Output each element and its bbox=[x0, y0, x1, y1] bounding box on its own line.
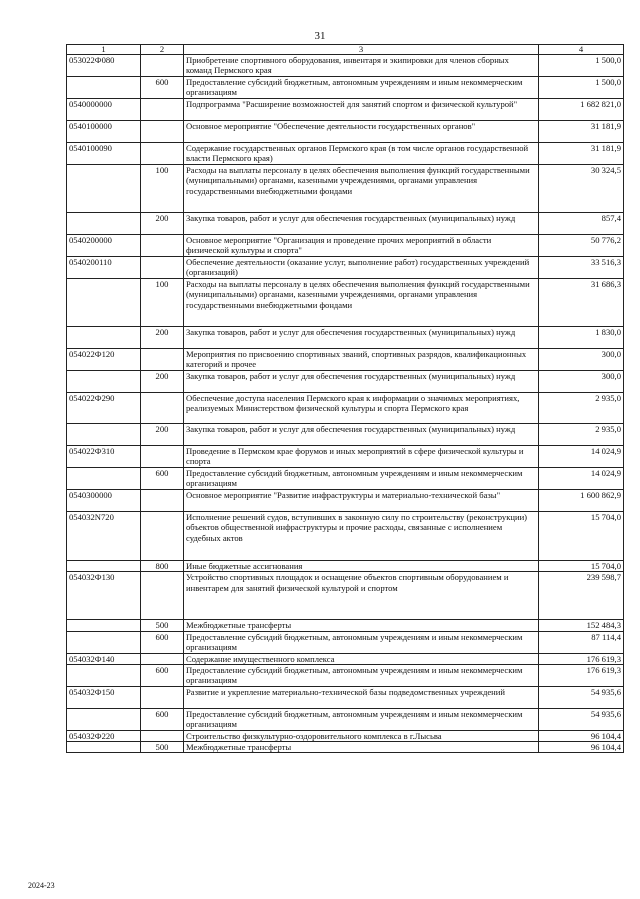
amount-cell: 176 619,3 bbox=[539, 653, 624, 664]
expense-type-cell bbox=[141, 730, 184, 741]
expense-type-cell bbox=[141, 143, 184, 165]
budget-code-cell: 0540200000 bbox=[67, 235, 141, 257]
item-name-cell: Обеспечение доступа населения Пермского края к информации о значимых мероприятиях, реализуемых Министерством физической культуры и спорта Пермского края bbox=[184, 393, 539, 424]
budget-code-cell bbox=[67, 561, 141, 572]
table-row bbox=[67, 631, 624, 653]
table-row bbox=[67, 620, 624, 631]
table-row bbox=[67, 653, 624, 664]
item-name-cell: Расходы на выплаты персоналу в целях обеспечения выполнения функций государственными (муниципальными) органами, казенными учреждениями, органами управления государственными внебюджетными фондами bbox=[184, 165, 539, 213]
budget-code-cell: 0540100000 bbox=[67, 121, 141, 143]
table-row bbox=[67, 99, 624, 121]
budget-code-cell bbox=[67, 371, 141, 393]
table-row bbox=[67, 327, 624, 349]
expense-type-cell: 500 bbox=[141, 620, 184, 631]
expense-type-cell bbox=[141, 99, 184, 121]
item-name-cell: Закупка товаров, работ и услуг для обеспечения государственных (муниципальных) нужд bbox=[184, 213, 539, 235]
budget-code-cell: 054032Ф130 bbox=[67, 572, 141, 620]
item-name-cell: Предоставление субсидий бюджетным, автономным учреждениям и иным некоммерческим организациям bbox=[184, 631, 539, 653]
expense-type-cell: 600 bbox=[141, 468, 184, 490]
budget-code-cell bbox=[67, 213, 141, 235]
table-row bbox=[67, 121, 624, 143]
table-row bbox=[67, 424, 624, 446]
item-name-cell: Основное мероприятие "Развитие инфраструктуры и материально-технической базы" bbox=[184, 490, 539, 512]
item-name-cell: Расходы на выплаты персоналу в целях обеспечения выполнения функций государственными (муниципальными) органами, казенными учреждениями, органами управления государственными внебюджетными фондами bbox=[184, 279, 539, 327]
budget-code-cell bbox=[67, 664, 141, 686]
header-col-1: 1 bbox=[67, 45, 141, 55]
budget-code-cell bbox=[67, 279, 141, 327]
expense-type-cell: 100 bbox=[141, 165, 184, 213]
budget-code-cell: 054032Ф140 bbox=[67, 653, 141, 664]
amount-cell: 1 830,0 bbox=[539, 327, 624, 349]
item-name-cell: Мероприятия по присвоению спортивных званий, спортивных разрядов, квалификационных категорий и прочее bbox=[184, 349, 539, 371]
item-name-cell: Проведение в Пермском крае форумов и иных мероприятий в сфере физической культуры и спорта bbox=[184, 446, 539, 468]
expense-type-cell bbox=[141, 653, 184, 664]
budget-code-cell bbox=[67, 165, 141, 213]
budget-code-cell: 054032N720 bbox=[67, 512, 141, 561]
table-row bbox=[67, 468, 624, 490]
table-row bbox=[67, 561, 624, 572]
expense-type-cell: 600 bbox=[141, 631, 184, 653]
expense-type-cell bbox=[141, 55, 184, 77]
amount-cell: 33 516,3 bbox=[539, 257, 624, 279]
table-row bbox=[67, 349, 624, 371]
budget-code-cell: 053022Ф080 bbox=[67, 55, 141, 77]
item-name-cell: Межбюджетные трансферты bbox=[184, 620, 539, 631]
amount-cell: 239 598,7 bbox=[539, 572, 624, 620]
expense-type-cell bbox=[141, 235, 184, 257]
item-name-cell: Приобретение спортивного оборудования, инвентаря и экипировки для членов сборных команд Пермского края bbox=[184, 55, 539, 77]
expense-type-cell: 200 bbox=[141, 424, 184, 446]
table-row bbox=[67, 143, 624, 165]
budget-code-cell: 054032Ф220 bbox=[67, 730, 141, 741]
budget-code-cell: 0540300000 bbox=[67, 490, 141, 512]
table-row bbox=[67, 572, 624, 620]
header-col-3: 3 bbox=[184, 45, 539, 55]
amount-cell: 1 500,0 bbox=[539, 77, 624, 99]
item-name-cell: Основное мероприятие "Обеспечение деятельности государственных органов" bbox=[184, 121, 539, 143]
item-name-cell: Устройство спортивных площадок и оснащение объектов спортивным оборудованием и инвентарем для занятий физической культурой и спортом bbox=[184, 572, 539, 620]
table-row bbox=[67, 55, 624, 77]
table-header-row bbox=[67, 45, 624, 55]
table-row bbox=[67, 257, 624, 279]
item-name-cell: Предоставление субсидий бюджетным, автономным учреждениям и иным некоммерческим организациям bbox=[184, 708, 539, 730]
page-number: 31 bbox=[314, 30, 326, 42]
expense-type-cell: 200 bbox=[141, 213, 184, 235]
budget-code-cell bbox=[67, 327, 141, 349]
amount-cell: 31 686,3 bbox=[539, 279, 624, 327]
budget-code-cell: 054032Ф150 bbox=[67, 686, 141, 708]
amount-cell: 96 104,4 bbox=[539, 730, 624, 741]
table-row bbox=[67, 446, 624, 468]
budget-code-cell bbox=[67, 424, 141, 446]
expense-type-cell bbox=[141, 446, 184, 468]
amount-cell: 2 935,0 bbox=[539, 424, 624, 446]
item-name-cell: Подпрограмма "Расширение возможностей для занятий спортом и физической культурой" bbox=[184, 99, 539, 121]
item-name-cell: Предоставление субсидий бюджетным, автономным учреждениям и иным некоммерческим организациям bbox=[184, 77, 539, 99]
table-row bbox=[67, 371, 624, 393]
footer-code: 2024-23 bbox=[28, 881, 55, 890]
item-name-cell: Предоставление субсидий бюджетным, автономным учреждениям и иным некоммерческим организациям bbox=[184, 664, 539, 686]
table-row bbox=[67, 664, 624, 686]
table-row bbox=[67, 730, 624, 741]
expense-type-cell bbox=[141, 257, 184, 279]
budget-table bbox=[66, 44, 624, 753]
amount-cell: 54 935,6 bbox=[539, 686, 624, 708]
budget-code-cell: 054022Ф290 bbox=[67, 393, 141, 424]
amount-cell: 1 600 862,9 bbox=[539, 490, 624, 512]
item-name-cell: Обеспечение деятельности (оказание услуг, выполнение работ) государственных учреждений (организаций) bbox=[184, 257, 539, 279]
amount-cell: 14 024,9 bbox=[539, 468, 624, 490]
item-name-cell: Содержание имущественного комплекса bbox=[184, 653, 539, 664]
table-row bbox=[67, 279, 624, 327]
table-row bbox=[67, 77, 624, 99]
expense-type-cell: 100 bbox=[141, 279, 184, 327]
header-col-4: 4 bbox=[539, 45, 624, 55]
item-name-cell: Закупка товаров, работ и услуг для обеспечения государственных (муниципальных) нужд bbox=[184, 424, 539, 446]
amount-cell: 14 024,9 bbox=[539, 446, 624, 468]
item-name-cell: Основное мероприятие "Организация и проведение прочих мероприятий в области физической культуры и спорта" bbox=[184, 235, 539, 257]
amount-cell: 2 935,0 bbox=[539, 393, 624, 424]
item-name-cell: Закупка товаров, работ и услуг для обеспечения государственных (муниципальных) нужд bbox=[184, 327, 539, 349]
expense-type-cell: 600 bbox=[141, 77, 184, 99]
expense-type-cell: 800 bbox=[141, 561, 184, 572]
budget-code-cell bbox=[67, 742, 141, 753]
table-row bbox=[67, 393, 624, 424]
item-name-cell: Исполнение решений судов, вступивших в законную силу по строительству (реконструкции) объектов общественной инфраструктуры и прочие расходы, связанные с исполнением судебных актов bbox=[184, 512, 539, 561]
budget-code-cell bbox=[67, 620, 141, 631]
budget-code-cell: 054022Ф310 bbox=[67, 446, 141, 468]
item-name-cell: Закупка товаров, работ и услуг для обеспечения государственных (муниципальных) нужд bbox=[184, 371, 539, 393]
amount-cell: 96 104,4 bbox=[539, 742, 624, 753]
table-row bbox=[67, 512, 624, 561]
amount-cell: 87 114,4 bbox=[539, 631, 624, 653]
amount-cell: 31 181,9 bbox=[539, 121, 624, 143]
item-name-cell: Строительство физкультурно-оздоровительного комплекса в г.Лысьва bbox=[184, 730, 539, 741]
amount-cell: 176 619,3 bbox=[539, 664, 624, 686]
expense-type-cell: 200 bbox=[141, 327, 184, 349]
table-row bbox=[67, 213, 624, 235]
expense-type-cell: 600 bbox=[141, 708, 184, 730]
expense-type-cell: 500 bbox=[141, 742, 184, 753]
budget-code-cell: 0540100090 bbox=[67, 143, 141, 165]
item-name-cell: Иные бюджетные ассигнования bbox=[184, 561, 539, 572]
expense-type-cell bbox=[141, 349, 184, 371]
amount-cell: 300,0 bbox=[539, 349, 624, 371]
amount-cell: 54 935,6 bbox=[539, 708, 624, 730]
amount-cell: 857,4 bbox=[539, 213, 624, 235]
table-row bbox=[67, 490, 624, 512]
amount-cell: 30 324,5 bbox=[539, 165, 624, 213]
item-name-cell: Содержание государственных органов Пермского края (в том числе органов государственной власти Пермского края) bbox=[184, 143, 539, 165]
amount-cell: 152 484,3 bbox=[539, 620, 624, 631]
amount-cell: 300,0 bbox=[539, 371, 624, 393]
expense-type-cell bbox=[141, 121, 184, 143]
table-row bbox=[67, 708, 624, 730]
expense-type-cell bbox=[141, 512, 184, 561]
item-name-cell: Межбюджетные трансферты bbox=[184, 742, 539, 753]
table-row bbox=[67, 742, 624, 753]
table-row bbox=[67, 686, 624, 708]
amount-cell: 15 704,0 bbox=[539, 561, 624, 572]
budget-code-cell bbox=[67, 468, 141, 490]
budget-code-cell: 0540200110 bbox=[67, 257, 141, 279]
expense-type-cell: 200 bbox=[141, 371, 184, 393]
budget-code-cell: 054022Ф120 bbox=[67, 349, 141, 371]
amount-cell: 31 181,9 bbox=[539, 143, 624, 165]
expense-type-cell bbox=[141, 393, 184, 424]
budget-code-cell: 0540000000 bbox=[67, 99, 141, 121]
expense-type-cell bbox=[141, 490, 184, 512]
budget-code-cell bbox=[67, 708, 141, 730]
table-row bbox=[67, 235, 624, 257]
budget-code-cell bbox=[67, 77, 141, 99]
table-row bbox=[67, 165, 624, 213]
amount-cell: 15 704,0 bbox=[539, 512, 624, 561]
header-col-2: 2 bbox=[141, 45, 184, 55]
amount-cell: 1 682 821,0 bbox=[539, 99, 624, 121]
expense-type-cell bbox=[141, 686, 184, 708]
expense-type-cell: 600 bbox=[141, 664, 184, 686]
item-name-cell: Предоставление субсидий бюджетным, автономным учреждениям и иным некоммерческим организациям bbox=[184, 468, 539, 490]
amount-cell: 1 500,0 bbox=[539, 55, 624, 77]
item-name-cell: Развитие и укрепление материально-технической базы подведомственных учреждений bbox=[184, 686, 539, 708]
budget-code-cell bbox=[67, 631, 141, 653]
amount-cell: 50 776,2 bbox=[539, 235, 624, 257]
expense-type-cell bbox=[141, 572, 184, 620]
